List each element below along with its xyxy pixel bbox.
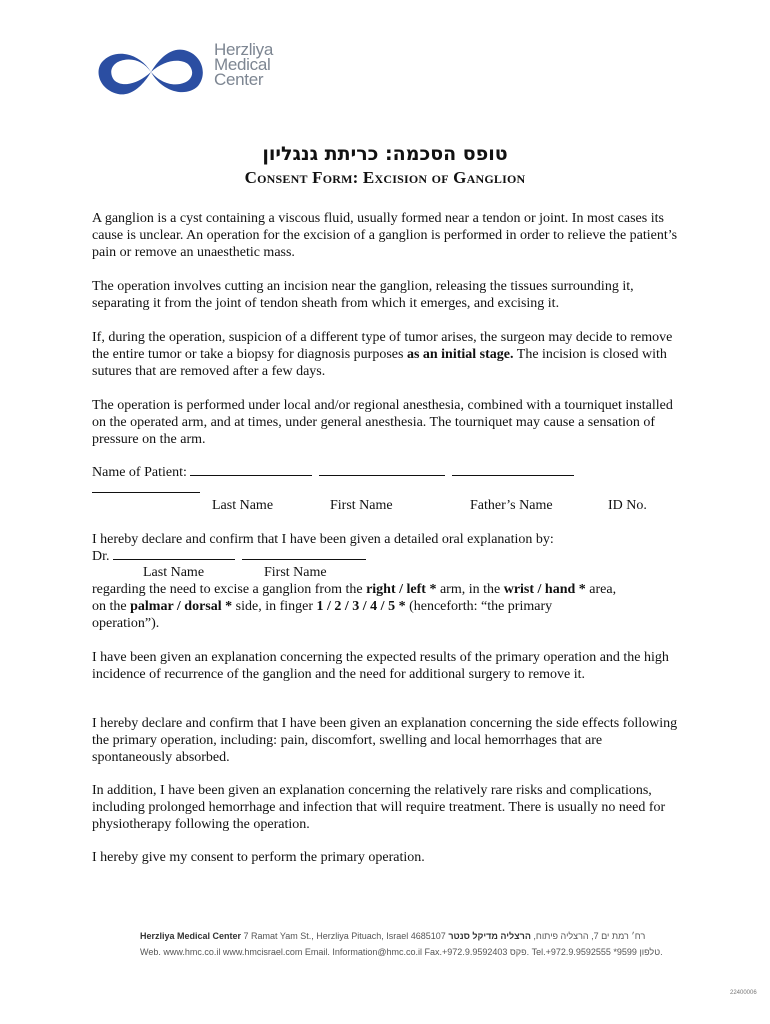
paragraph-3-part-2: The incision is closed with sutures that are removed after a few days. bbox=[92, 347, 667, 379]
footer-contact: Web. www.hmc.co.il www.hmcisrael.com Email. Information@hmc.co.il Fax.+972.9.9592403 פקס. Tel.+972.9.9592555 *9599 טלפון. bbox=[140, 947, 663, 957]
doctor-first-name-field[interactable] bbox=[242, 547, 366, 560]
regarding-text-1: regarding the need to excise a ganglion from the bbox=[92, 582, 367, 597]
logo-line-1: Herzliya bbox=[214, 40, 274, 59]
paragraph-3 bbox=[92, 329, 682, 380]
regarding-line-3: operation”). bbox=[92, 616, 160, 631]
logo-wordmark bbox=[214, 42, 273, 87]
paragraph-3-bold: as an initial stage. bbox=[406, 347, 514, 362]
footer-org-name: Herzliya Medical Center bbox=[140, 931, 242, 941]
patient-name-label: Name of Patient: bbox=[92, 465, 187, 480]
patient-name-row bbox=[92, 463, 574, 481]
document-number: 22400006 bbox=[730, 990, 757, 996]
footer-address-he: רח׳ רמת ים 7, הרצליה פיתוח, bbox=[445, 931, 646, 941]
paragraph-1: A ganglion is a cyst containing a viscous fluid, usually formed near a tendon or joint. In most cases its cause is unclear. An operation for the excision of a ganglion is performed in order to relieve the patient’s pain or remove an unaesthetic mass. bbox=[92, 211, 678, 260]
footer-address-en: 7 Ramat Yam St., Herzliya Pituach, Israel 4685107 bbox=[241, 931, 446, 941]
logo-line-3: Center bbox=[214, 70, 264, 89]
area-choice: wrist / hand * bbox=[503, 582, 586, 597]
title-hebrew: טופס הסכמה: כריתת גנגליון bbox=[262, 143, 508, 165]
paragraph-2: The operation involves cutting an incision near the ganglion, releasing the tissues surrounding it, separating it from the joint of tendon sheath from which it emerges, and excising it. bbox=[92, 279, 634, 311]
declaration-line: I hereby declare and confirm that I have been given a detailed oral explanation by: bbox=[92, 532, 554, 547]
regarding-text-4: on the bbox=[92, 599, 131, 614]
doctor-col-last-name: Last Name bbox=[143, 565, 205, 580]
paragraph-4: The operation is performed under local and/or regional anesthesia, combined with a tourniquet installed on the operated arm, and at times, under general anesthesia. The tourniquet may cause a sensation of pressure on the arm. bbox=[92, 398, 673, 447]
col-father-name: Father’s Name bbox=[470, 498, 553, 513]
logo-line-2: Medical bbox=[214, 55, 271, 74]
patient-first-name-field[interactable] bbox=[319, 463, 445, 476]
regarding-text-3: area, bbox=[585, 582, 617, 597]
palm-choice: palmar / dorsal * bbox=[130, 599, 233, 614]
doctor-row bbox=[92, 547, 366, 565]
title-english: Consent Form: Excision of Ganglion bbox=[244, 168, 526, 187]
doctor-col-first-name: First Name bbox=[264, 565, 327, 580]
doctor-last-name-field[interactable] bbox=[113, 547, 235, 560]
paragraph-7: In addition, I have been given an explanation concerning the relatively rare risks and complications, including prolonged hemorrhage and infection that will require treatment. There is usually no need for physiotherapy following the operation. bbox=[92, 783, 666, 832]
footer-address bbox=[140, 931, 646, 941]
patient-father-name-field[interactable] bbox=[452, 463, 574, 476]
footer-org-name-he: הרצליה מדיקל סנטר bbox=[448, 931, 531, 941]
patient-id-row bbox=[92, 480, 200, 498]
side-choice: right / left * bbox=[366, 582, 437, 597]
doctor-label: Dr. bbox=[92, 549, 110, 564]
col-last-name: Last Name bbox=[212, 498, 274, 513]
logo-mark-icon bbox=[94, 44, 208, 100]
col-id-no: ID No. bbox=[608, 498, 647, 513]
paragraph-6: I hereby declare and confirm that I have been given an explanation concerning the side effects following the primary operation, including: pain, discomfort, swelling and local hemorrhages that are spontaneously absorbed. bbox=[92, 716, 678, 765]
regarding-text-2: arm, in the bbox=[436, 582, 504, 597]
hospital-logo bbox=[94, 40, 274, 100]
regarding-line-2 bbox=[92, 598, 552, 615]
paragraph-3-part-1: If, during the operation, suspicion of a different type of tumor arises, the surgeon may decide to remove the entire tumor or take a biopsy for diagnosis purposes bbox=[92, 330, 673, 362]
paragraph-5: I have been given an explanation concerning the expected results of the primary operation and the high incidence of recurrence of the ganglion and the need for additional surgery to remove it. bbox=[92, 650, 669, 682]
regarding-text-6: (henceforth: “the primary bbox=[405, 599, 553, 614]
regarding-text-5: side, in finger bbox=[232, 599, 317, 614]
col-first-name: First Name bbox=[330, 498, 393, 513]
patient-last-name-field[interactable] bbox=[190, 463, 312, 476]
paragraph-8: I hereby give my consent to perform the primary operation. bbox=[92, 850, 425, 865]
regarding-line-1 bbox=[92, 581, 616, 598]
finger-choice: 1 / 2 / 3 / 4 / 5 * bbox=[316, 599, 406, 614]
patient-id-field[interactable] bbox=[92, 480, 200, 493]
